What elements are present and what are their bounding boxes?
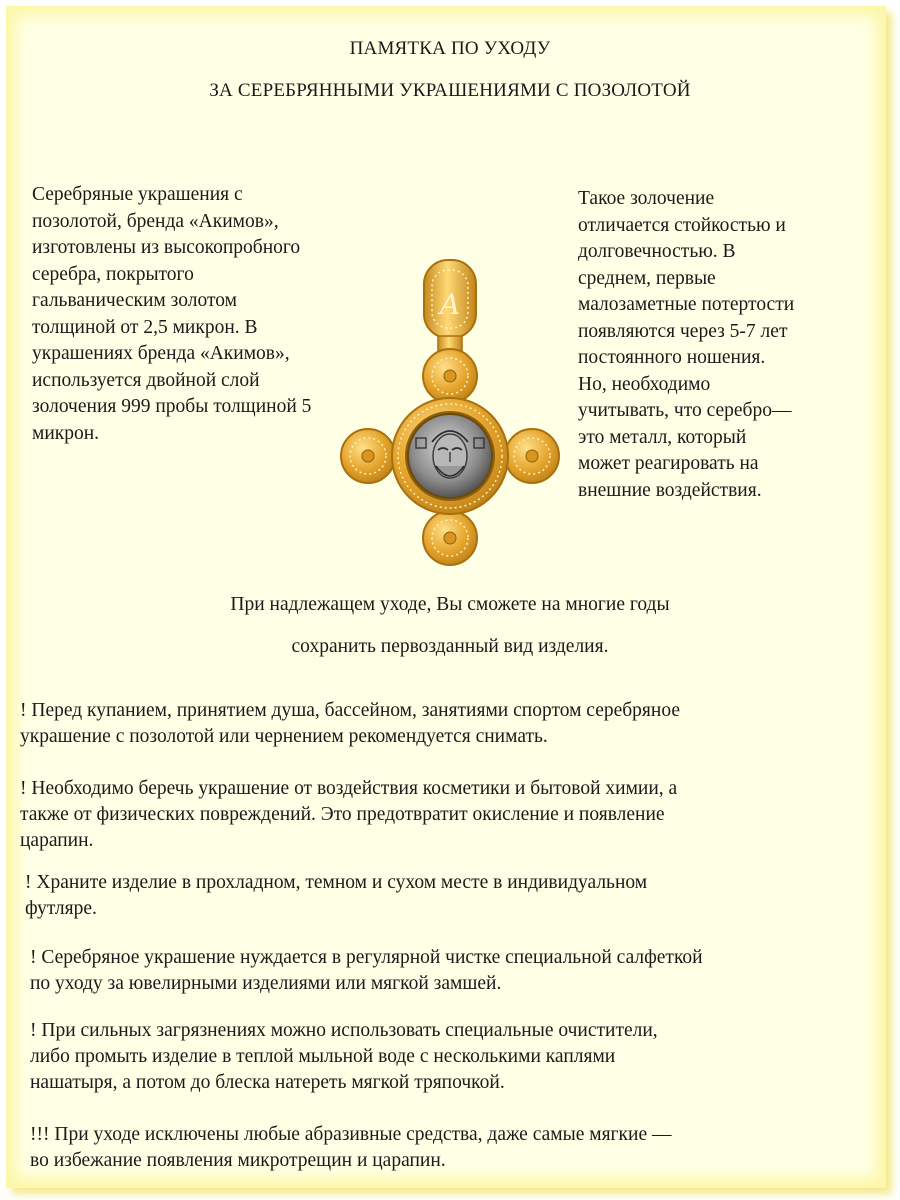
text-line: Такое золочение <box>578 188 715 209</box>
text-line: серебра, покрытого <box>32 263 194 285</box>
care-note <box>30 1018 870 1096</box>
text-line: золочения 999 пробы толщиной 5 <box>32 396 312 417</box>
text-line: толщиной от 2,5 микрон. В <box>32 316 258 338</box>
text-line: учитывать, что серебро— <box>578 400 792 421</box>
right-column-text <box>578 186 868 504</box>
text-line: может реагировать на <box>578 453 759 474</box>
text-line: внешние воздействия. <box>578 479 762 501</box>
note-line: также от физических повреждений. Это предотвратит окисление и появление <box>20 804 665 825</box>
text-line: гальваническим золотом <box>32 290 237 311</box>
note-line: ! Серебряное украшение нуждается в регулярной чистке специальной салфеткой <box>30 947 703 968</box>
note-line: ! Храните изделие в прохладном, темном и сухом месте в индивидуальном <box>25 872 648 893</box>
title-line-2: ЗА СЕРЕБРЯННЫМИ УКРАШЕНИЯМИ С ПОЗОЛОТОЙ <box>209 80 691 101</box>
note-line: футляре. <box>25 898 97 919</box>
note-line: ! Необходимо беречь украшение от воздействия косметики и бытовой химии, а <box>20 778 678 799</box>
text-line: отличается стойкостью и <box>578 214 786 236</box>
text-line: украшениях бренда «Акимов», <box>32 343 290 364</box>
care-note <box>20 698 860 750</box>
center-text-line-1: При надлежащем уходе, Вы сможете на многие годы <box>230 594 670 615</box>
pendant-icon <box>320 256 580 570</box>
text-line: постоянного ношения. <box>578 347 766 368</box>
note-line: царапин. <box>20 830 94 851</box>
text-line: это металл, который <box>578 426 747 448</box>
text-line: используется двойной слой <box>32 369 260 391</box>
svg-text:A: A <box>439 288 461 321</box>
care-note <box>30 945 870 997</box>
note-line: по уходу за ювелирными изделиями или мягкой замшей. <box>30 973 502 994</box>
note-line: ! Перед купанием, принятием душа, бассейном, занятиями спортом серебряное <box>20 700 680 721</box>
title-line-1: ПАМЯТКА ПО УХОДУ <box>349 38 551 59</box>
care-note <box>25 870 865 922</box>
text-line: среднем, первые <box>578 267 716 289</box>
center-text-line-2: сохранить первозданный вид изделия. <box>291 636 609 657</box>
note-line: нашатыря, а потом до блеска натереть мягкой тряпочкой. <box>30 1072 505 1093</box>
note-line: ! При сильных загрязнениях можно использовать специальные очистители, <box>30 1020 658 1041</box>
text-line: Серебряные украшения с <box>32 184 243 205</box>
text-line: Но, необходимо <box>578 373 711 395</box>
note-line: украшение с позолотой или чернением рекомендуется снимать. <box>20 726 548 747</box>
text-line: появляются через 5-7 лет <box>578 320 788 342</box>
note-line: во избежание появления микротрещин и царапин. <box>30 1150 446 1171</box>
care-note <box>30 1122 870 1174</box>
text-line: микрон. <box>32 422 100 444</box>
note-line: !!! При уходе исключены любые абразивные средства, даже самые мягкие — <box>30 1124 672 1145</box>
note-line: либо промыть изделие в теплой мыльной воде с несколькими каплями <box>30 1046 616 1067</box>
text-line: изготовлены из высокопробного <box>32 237 301 258</box>
text-line: позолотой, бренда «Акимов», <box>32 210 279 232</box>
text-line: долговечностью. В <box>578 241 736 262</box>
care-note <box>20 776 860 854</box>
text-line: малозаметные потертости <box>578 294 795 315</box>
